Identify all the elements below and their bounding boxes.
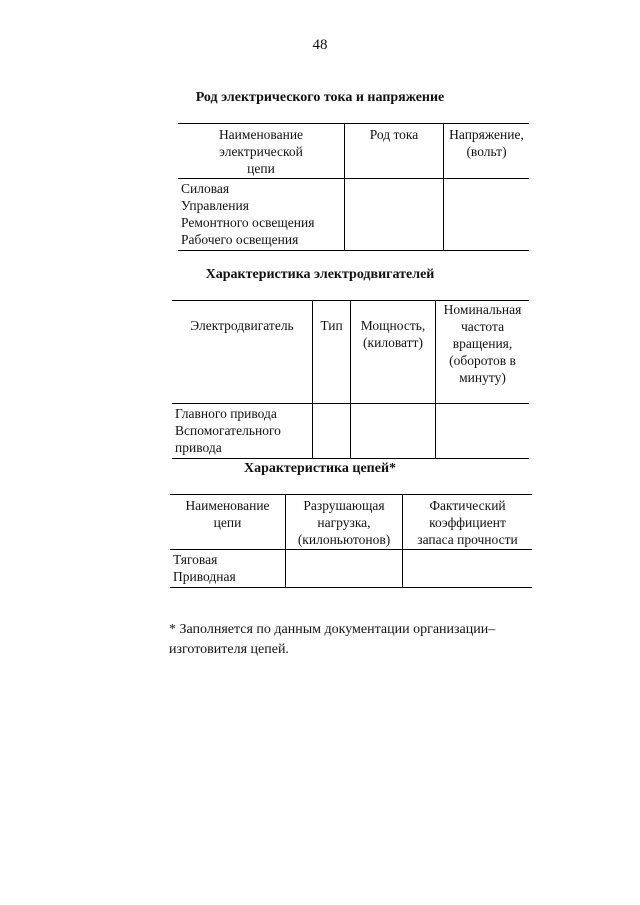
circuit-names-cell [178,179,345,251]
current-voltage-table [178,123,529,251]
empty-cell [436,404,530,459]
empty-cell [345,179,444,251]
header-rotation-speed: Номинальная частота вращения, (оборотов в минуту) [436,301,530,404]
row-label: Силовая [181,181,230,196]
chain-characteristics-table [170,494,532,588]
header-current-type: Род тока [345,124,444,179]
chain-names-cell [170,550,286,588]
header-motor: Электродвигатель [172,301,313,404]
row-label: Ремонтного освещения [181,215,315,230]
header-voltage: Напряжение, (вольт) [444,124,530,179]
footnote: * Заполняется по данным документации организации– изготовителя цепей. [169,622,496,657]
motor-characteristics-table [172,300,529,459]
row-label: Тяговая [173,552,218,567]
table2-title: Характеристика электродвигателей [205,267,435,282]
header-type: Тип [313,301,351,404]
empty-cell [351,404,436,459]
empty-cell [444,179,530,251]
page-number: 48 [312,37,328,53]
motor-names-cell [172,404,313,459]
empty-cell [286,550,403,588]
row-label: Главного привода [175,406,277,421]
row-label: Управления [181,198,249,213]
header-power: Мощность, (киловатт) [351,301,436,404]
empty-cell [403,550,533,588]
row-label: Рабочего освещения [181,232,299,247]
row-label: привода [175,440,222,455]
table1-title: Род электрического тока и напряжение [195,90,445,105]
table3-title: Характеристика цепей* [243,461,397,476]
header-safety-factor: Фактический коэффициент запаса прочности [403,495,533,550]
row-label: Приводная [173,569,236,584]
empty-cell [313,404,351,459]
header-chain-name: Наименование цепи [170,495,286,550]
row-label: Вспомогательного [175,423,281,438]
header-breaking-load: Разрушающая нагрузка, (килоньютонов) [286,495,403,550]
header-circuit-name: Наименование электрической цепи [178,124,345,179]
